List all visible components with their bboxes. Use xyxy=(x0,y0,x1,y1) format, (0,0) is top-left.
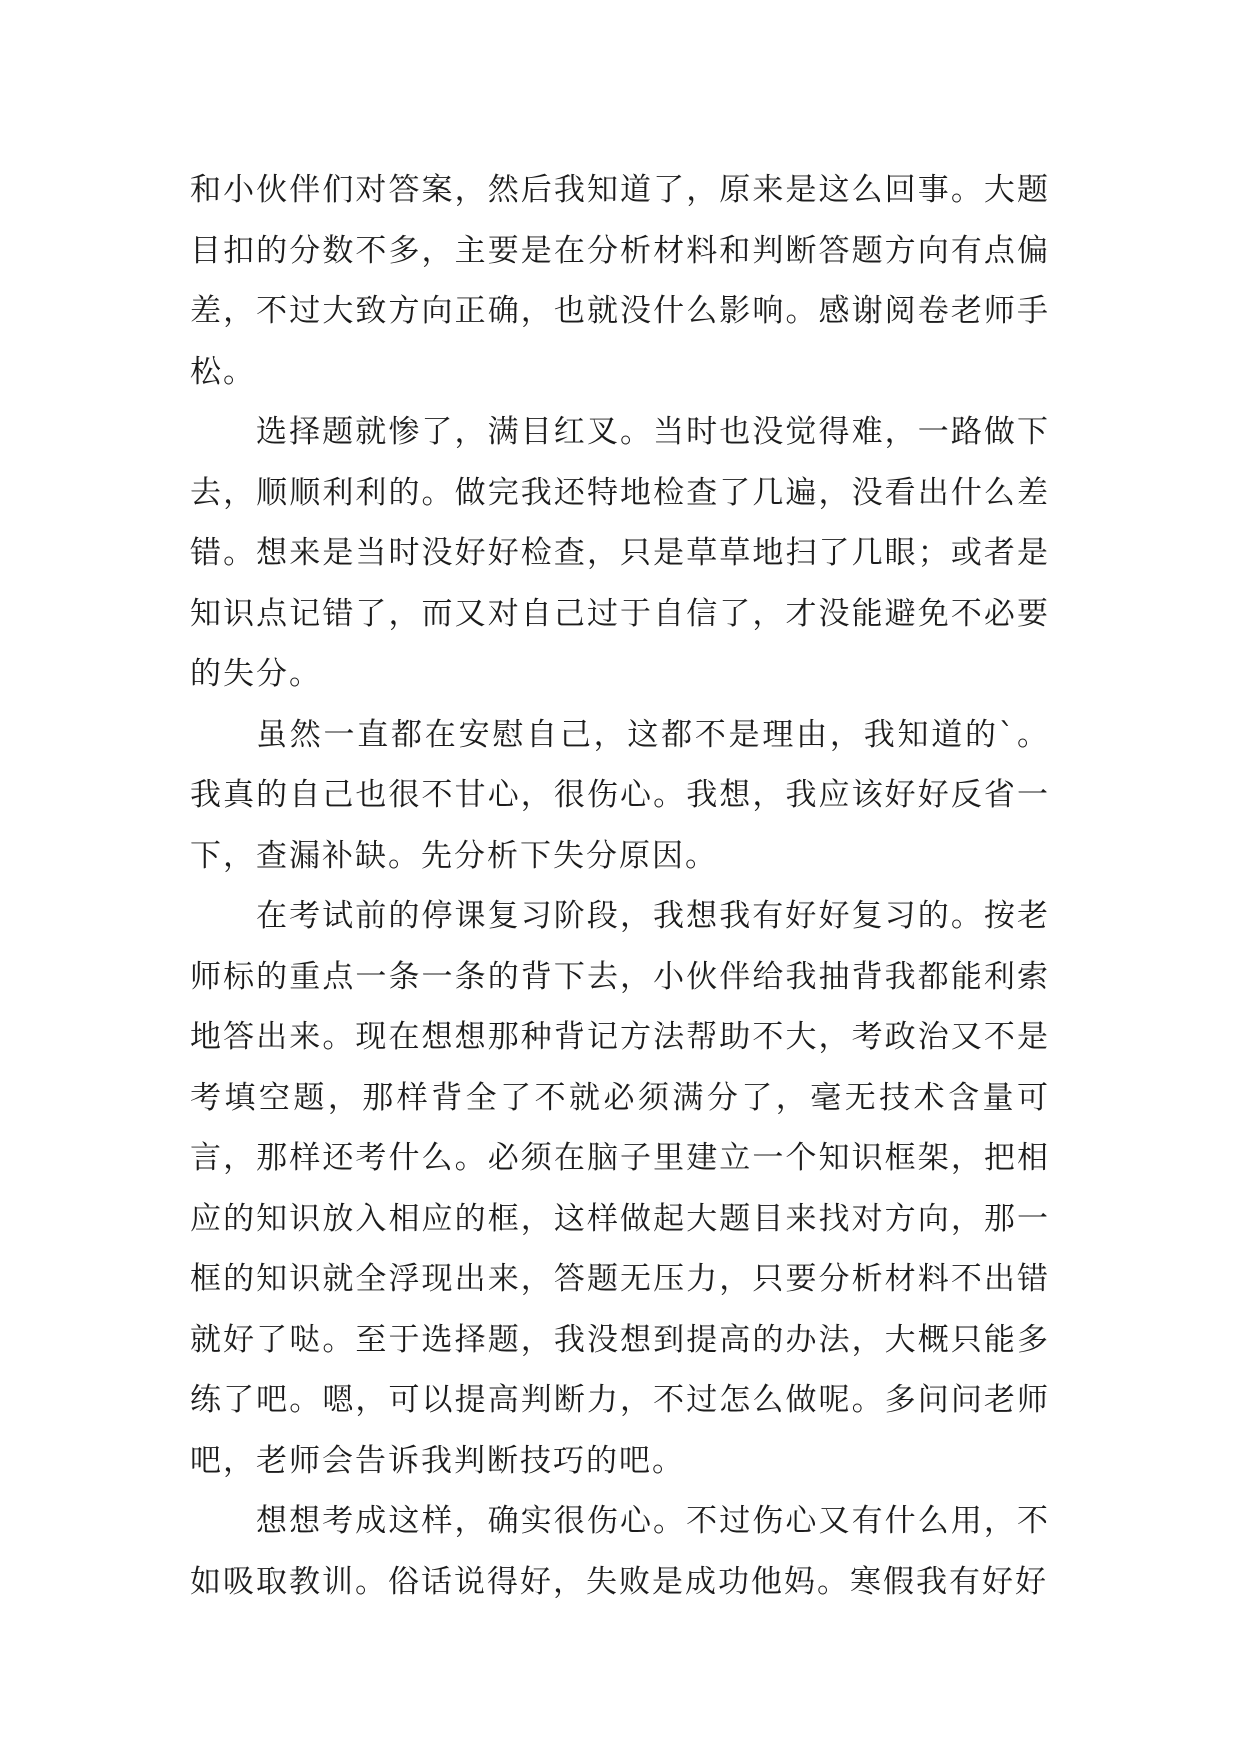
body-text xyxy=(190,160,1050,1612)
paragraph-1: 和小伙伴们对答案，然后我知道了，原来是这么回事。大题目扣的分数不多，主要是在分析材料和判断答题方向有点偏差，不过大致方向正确，也就没什么影响。感谢阅卷老师手松。 xyxy=(190,172,1050,390)
paragraph-4: 在考试前的停课复习阶段，我想我有好好复习的。按老师标的重点一条一条的背下去，小伙伴给我抽背我都能利索地答出来。现在想想那种背记方法帮助不大，考政治又不是考填空题，那样背全了不就必须满分了，毫无技术含量可言，那样还考什么。必须在脑子里建立一个知识框架，把相应的知识放入相应的框，这样做起大题目来找对方向，那一框的知识就全浮现出来，答题无压力，只要分析材料不出错就好了哒。至于选择题，我没想到提高的办法，大概只能多练了吧。嗯，可以提高判断力，不过怎么做呢。多问问老师吧，老师会告诉我判断技巧的吧。 xyxy=(190,898,1050,1479)
paragraph-2: 选择题就惨了，满目红叉。当时也没觉得难，一路做下去，顺顺利利的。做完我还特地检查了几遍，没看出什么差错。想来是当时没好好检查，只是草草地扫了几眼；或者是知识点记错了，而又对自己过于自信了，才没能避免不必要的失分。 xyxy=(190,414,1050,692)
paragraph-5: 想想考成这样，确实很伤心。不过伤心又有什么用，不如吸取教训。俗话说得好，失败是成功他妈。寒假我有好好 xyxy=(190,1503,1050,1600)
paragraph-3: 虽然一直都在安慰自己，这都不是理由，我知道的`。我真的自己也很不甘心，很伤心。我想，我应该好好反省一下，查漏补缺。先分析下失分原因。 xyxy=(190,716,1050,874)
